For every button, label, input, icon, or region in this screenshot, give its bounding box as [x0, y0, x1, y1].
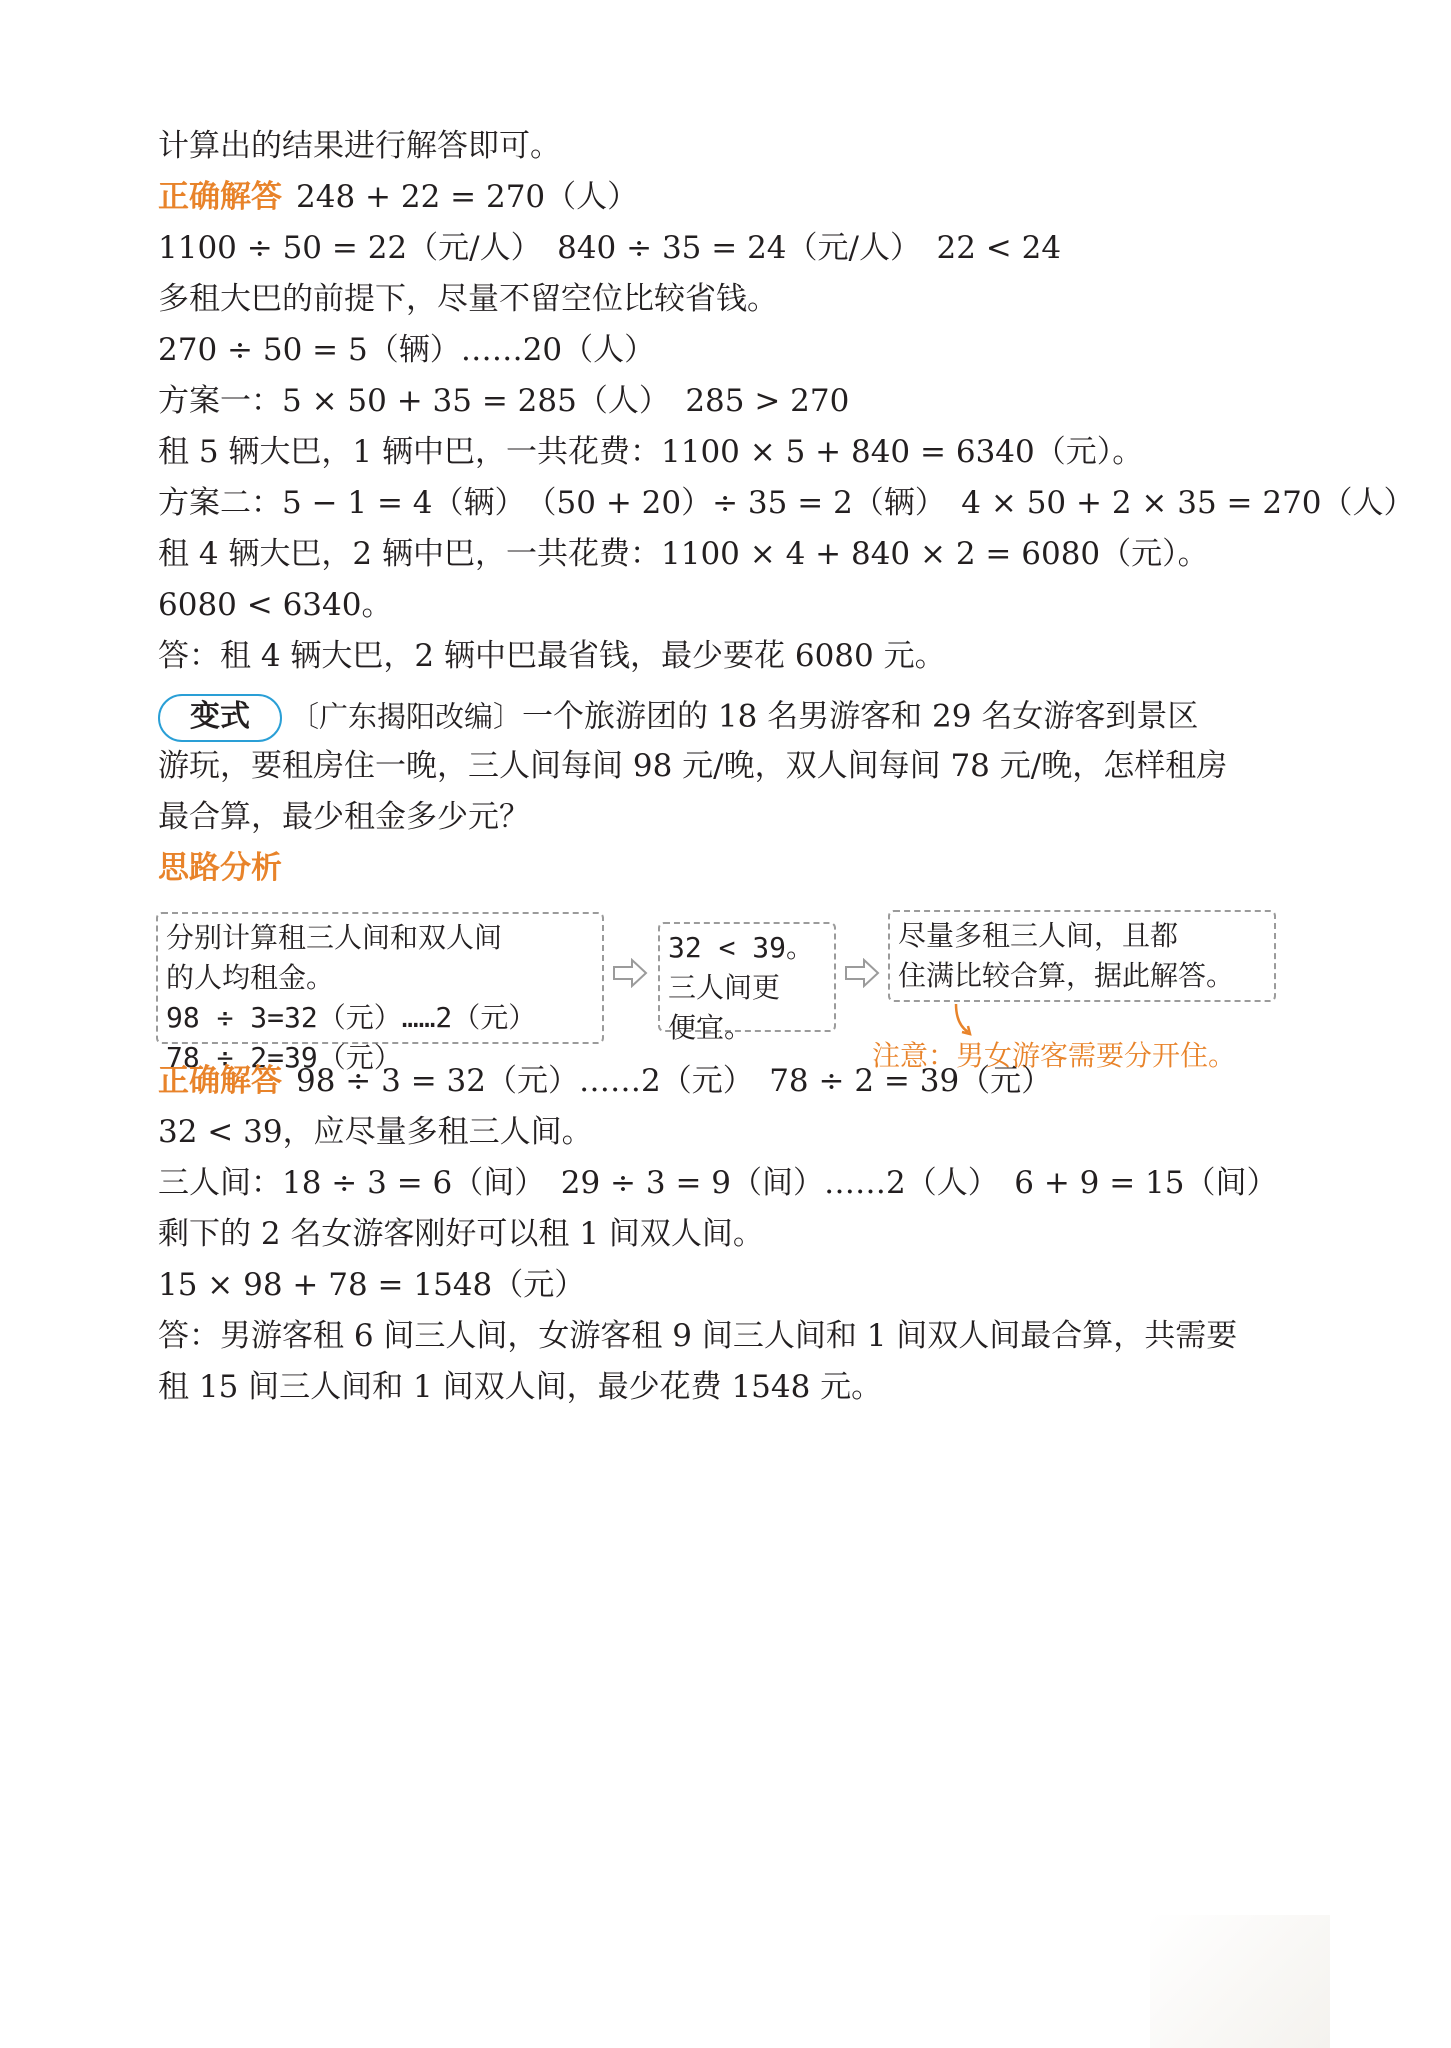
analysis-box-2: [658, 922, 836, 1044]
box-line: 三人间更: [668, 971, 781, 1004]
flow-arrow-icon: [844, 958, 880, 988]
box-line: 尽量多租三人间，且都: [898, 919, 1179, 952]
answer-line: [158, 1061, 1052, 1101]
text-line: 剩下的 2 名女游客刚好可以租 1 间双人间。: [158, 1216, 764, 1252]
problem-text: 一个旅游团的 18 名男游客和 29 名女游客到景区: [522, 698, 1199, 735]
text-line: 248 + 22 = 270（人）: [296, 179, 639, 215]
problem-text: 最合算，最少租金多少元？: [158, 799, 530, 835]
answer-line: [158, 177, 638, 217]
problem-text: 游玩，要租房住一晚，三人间每间 98 元/晚，双人间每间 78 元/晚，怎样租房: [158, 748, 1228, 784]
text-line: 15 × 98 + 78 = 1548（元）: [158, 1267, 586, 1303]
box-line: 的人均租金。: [166, 961, 335, 994]
text-line: 方案二：5 − 1 = 4（辆） （50 + 20）÷ 35 = 2（辆） 4 × 50 + 2 × 35 = 270（人）: [158, 485, 1415, 521]
analysis-box-3: [888, 910, 1276, 1002]
analysis-box-1: [156, 912, 604, 1074]
text-line: 32 < 39，应尽量多租三人间。: [158, 1114, 593, 1150]
text-line: 答：租 4 辆大巴，2 辆中巴最省钱，最少要花 6080 元。: [158, 638, 946, 674]
box-line: 98 ÷ 3=32（元）……2（元）: [166, 1001, 537, 1034]
text-line: 多租大巴的前提下，尽量不留空位比较省钱。: [158, 281, 778, 317]
text-line: 方案一：5 × 50 + 35 = 285（人） 285 > 270: [158, 383, 850, 419]
text-line: 租 15 间三人间和 1 间双人间，最少花费 1548 元。: [158, 1369, 883, 1405]
curved-arrow-icon: [950, 1002, 980, 1038]
correct-answer-label: 正确解答: [158, 179, 282, 215]
text-line: 1100 ÷ 50 = 22（元/人） 840 ÷ 35 = 24（元/人） 22 < 24: [158, 230, 1062, 266]
flow-arrow-icon: [612, 958, 648, 988]
attention-note: 注意：男女游客需要分开住。: [872, 1039, 1237, 1072]
text-line: 计算出的结果进行解答即可。: [158, 128, 561, 164]
text-line: 三人间：18 ÷ 3 = 6（间） 29 ÷ 3 = 9（间）……2（人） 6 + 9 = 15（间）: [158, 1165, 1278, 1201]
box-line: 分别计算租三人间和双人间: [166, 921, 503, 954]
box-line: 便宜。: [668, 1011, 753, 1044]
box-line: 78 ÷ 2=39（元）: [166, 1041, 402, 1074]
text-line: 租 4 辆大巴，2 辆中巴，一共花费：1100 × 4 + 840 × 2 = 6080（元）。: [158, 536, 1209, 572]
text-line: 答：男游客租 6 间三人间，女游客租 9 间三人间和 1 间双人间最合算，共需要: [158, 1318, 1238, 1354]
correct-answer-label: 正确解答: [158, 1063, 282, 1099]
text-line: 6080 < 6340。: [158, 587, 393, 623]
box-line: 住满比较合算，据此解答。: [898, 959, 1235, 992]
problem-source: 〔广东揭阳改编〕: [290, 699, 523, 734]
text-line: 98 ÷ 3 = 32（元）……2（元） 78 ÷ 2 = 39（元）: [296, 1063, 1053, 1099]
text-line: 租 5 辆大巴，1 辆中巴，一共花费：1100 × 5 + 840 = 6340（元）。: [158, 434, 1144, 470]
variant-badge: 变式: [158, 694, 282, 742]
box-line: 32 < 39。: [668, 931, 815, 964]
text-line: 270 ÷ 50 = 5（辆）……20（人）: [158, 332, 656, 368]
variant-problem-line: [158, 694, 1198, 742]
analysis-title: 思路分析: [158, 850, 282, 886]
page-corner-shade: [1150, 1915, 1330, 2048]
